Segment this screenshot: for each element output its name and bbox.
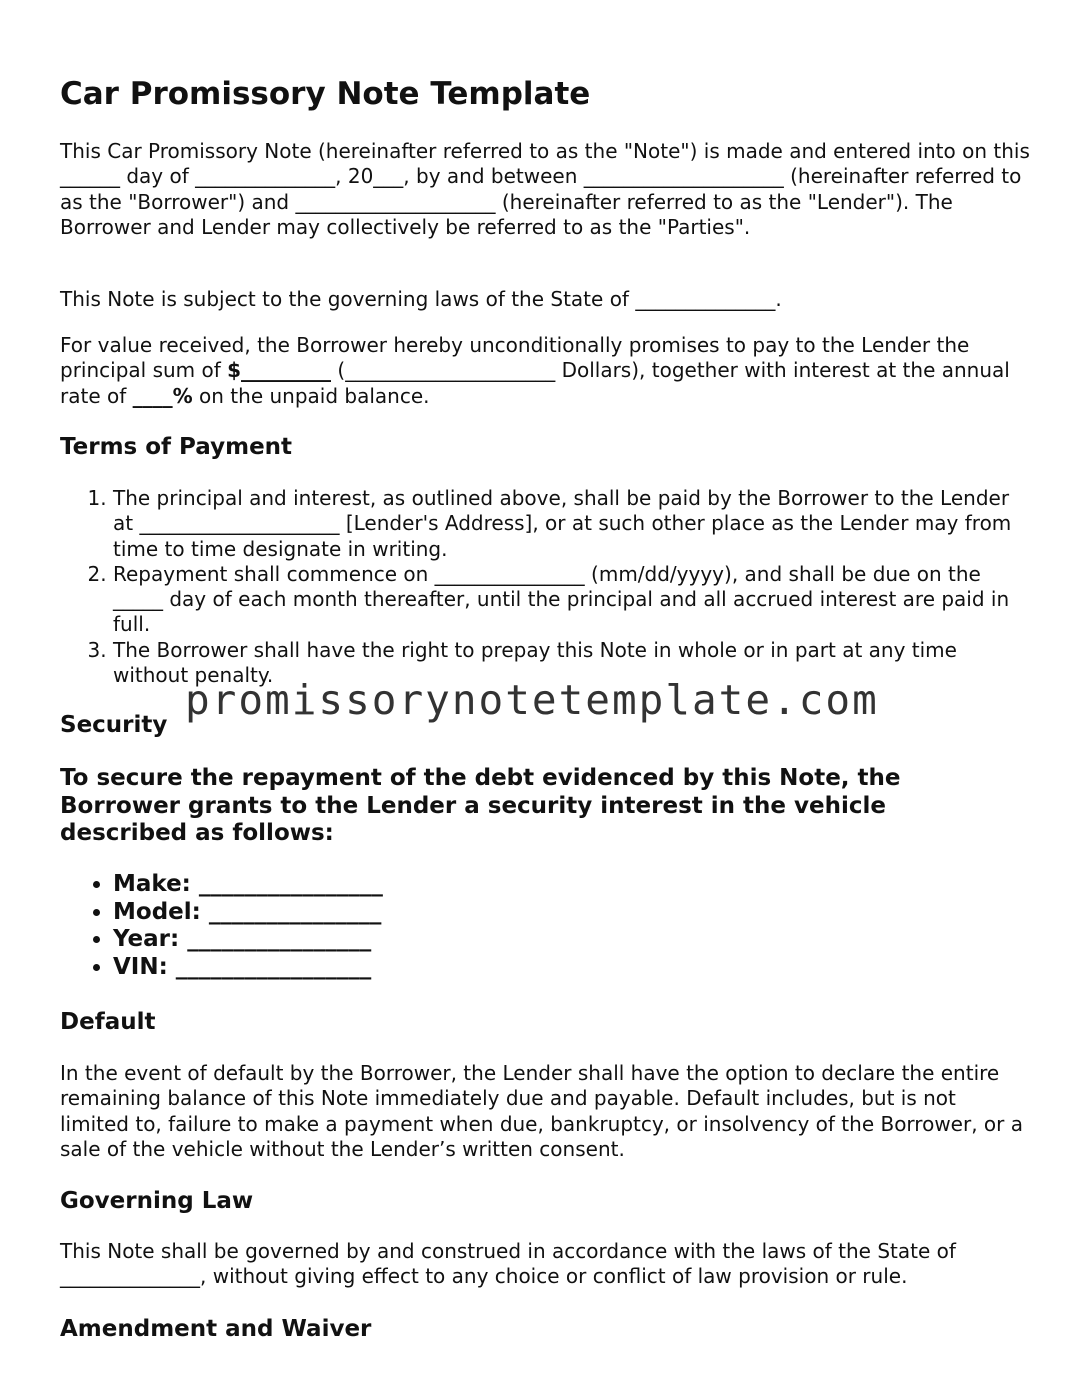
principal-text-middle: (_____________________ Dollars), together with interest at the annual rate of xyxy=(60,358,1010,408)
security-heading: Security xyxy=(60,712,168,738)
terms-item: 1. The principal and interest, as outlined above, shall be paid by the Borrower to the Lender at ____________________ [Lender's Address], or at such other place as the Lender may from time to time designate in writing. xyxy=(113,486,1030,562)
principal-text-start: For value received, the Borrower hereby unconditionally promises to pay to the Lender the principal sum of xyxy=(60,333,970,383)
terms-item: 3. The Borrower shall have the right to prepay this Note in whole or in part at any time without penalty. xyxy=(113,638,1030,689)
vehicle-make: • Make: ________________ xyxy=(113,871,383,899)
vehicle-vin: • VIN: _________________ xyxy=(113,954,383,982)
default-heading: Default xyxy=(60,1009,156,1035)
vehicle-model: • Model: _______________ xyxy=(113,899,383,927)
terms-item: 2. Repayment shall commence on _______________ (mm/dd/yyyy), and shall be due on the _____ day of each month thereafter, until the principal and all accrued interest are paid in full. xyxy=(113,562,1030,638)
principal-paragraph xyxy=(60,333,1030,409)
document-title: Car Promissory Note Template xyxy=(60,76,591,112)
amendment-heading: Amendment and Waiver xyxy=(60,1316,372,1342)
principal-text-end: on the unpaid balance. xyxy=(192,383,430,408)
vehicle-details-list xyxy=(60,871,383,982)
vehicle-year: • Year: ________________ xyxy=(113,926,383,954)
governing-law-heading: Governing Law xyxy=(60,1188,254,1214)
watermark-text: promissorynotetemplate.com xyxy=(185,676,879,724)
interest-rate-blank: ____% xyxy=(132,383,193,408)
security-statement: To secure the repayment of the debt evidenced by this Note, the Borrower grants to the Lender a security interest in the vehicle described as follows: xyxy=(60,765,901,846)
default-paragraph: In the event of default by the Borrower, the Lender shall have the option to declare the entire remaining balance of this Note immediately due and payable. Default includes, but is not limited to, failure to make a payment when due, bankruptcy, or insolvency of the Borrower, or a sale of the vehicle without the Lender’s written consent. xyxy=(60,1061,1023,1161)
terms-list xyxy=(60,486,1030,688)
principal-amount-blank: $_________ xyxy=(227,358,332,383)
terms-heading: Terms of Payment xyxy=(60,434,293,460)
intro-paragraph: This Car Promissory Note (hereinafter referred to as the "Note") is made and entered into on this ______ day of ______________, 20___, by and between ____________________ (hereinafter referred to as the "Borrower") and ____________________ (hereinafter referred to as the "Lender"). The Borrower and Lender may collectively be referred to as the "Parties". xyxy=(60,139,1030,239)
governing-law-paragraph: This Note shall be governed by and construed in accordance with the laws of the State of ______________, without giving effect to any choice or conflict of law provision or rule. xyxy=(60,1239,956,1289)
governing-state-paragraph: This Note is subject to the governing laws of the State of ______________. xyxy=(60,287,782,311)
